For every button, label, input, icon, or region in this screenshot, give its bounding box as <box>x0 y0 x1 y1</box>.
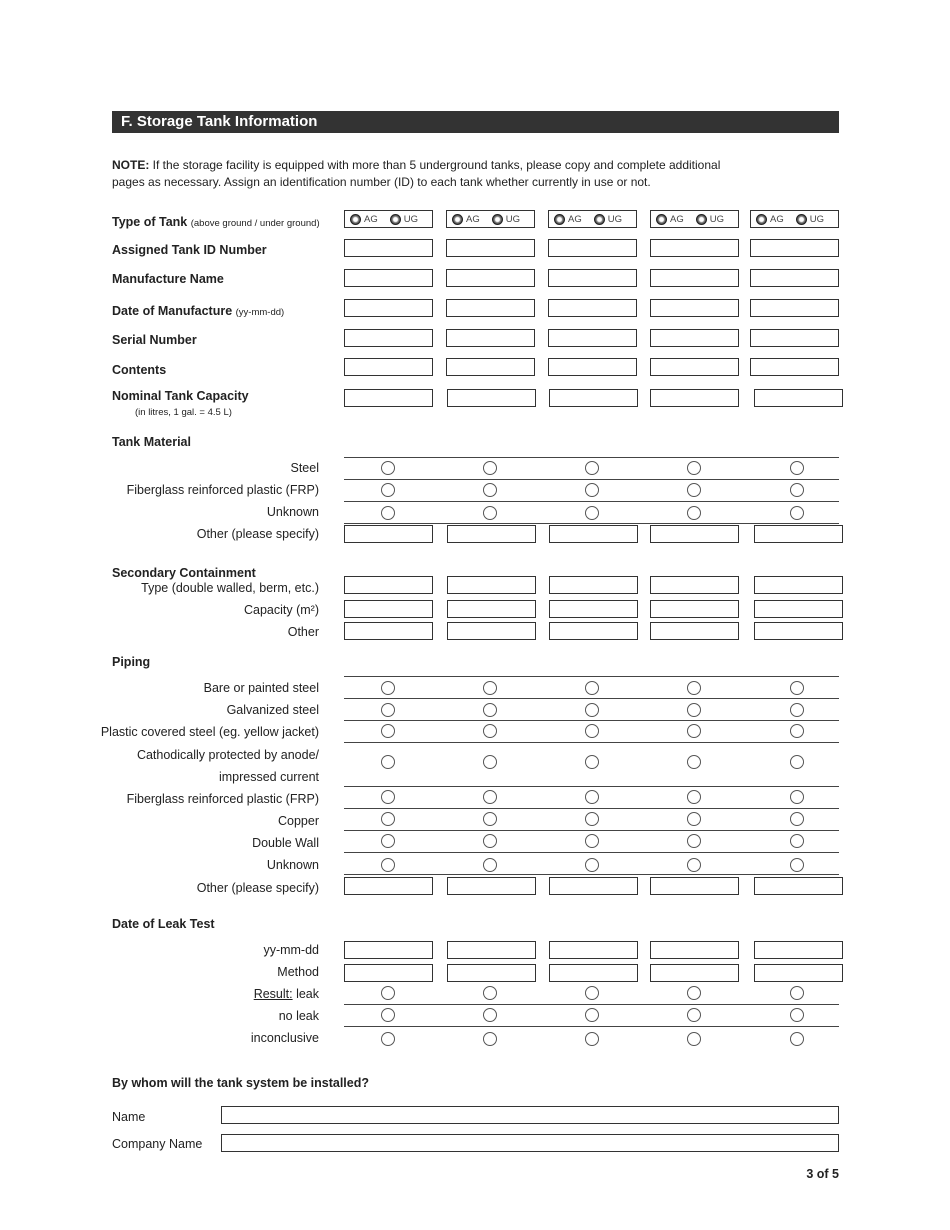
piping-unknown-radio[interactable] <box>687 858 701 872</box>
row-divider <box>344 742 839 743</box>
assigned-id-label: Assigned Tank ID Number <box>112 243 267 257</box>
row-divider <box>344 1004 839 1005</box>
contents-field[interactable] <box>750 358 839 376</box>
ug-label: UG <box>809 213 824 225</box>
piping-other-field[interactable] <box>447 877 536 895</box>
row-divider <box>344 523 839 524</box>
date-of-manufacture-text: Date of Manufacture <box>112 304 233 318</box>
secondary-capacity-field[interactable] <box>344 600 433 618</box>
piping-unknown-radio[interactable] <box>381 858 395 872</box>
result-noleak-radio[interactable] <box>687 1008 701 1022</box>
page-number: 3 of 5 <box>806 1167 839 1181</box>
manufacture-name-field[interactable] <box>750 269 839 287</box>
nominal-capacity-field[interactable] <box>549 389 638 407</box>
ag-radio[interactable] <box>452 214 463 225</box>
result-noleak-radio[interactable] <box>585 1008 599 1022</box>
result-leak-radio[interactable] <box>790 986 804 1000</box>
date-of-manufacture-field[interactable] <box>750 299 839 317</box>
result-leak: leak <box>292 987 319 1001</box>
ag-radio[interactable] <box>656 214 667 225</box>
ag-label: AG <box>364 213 378 225</box>
material-unknown-label: Unknown <box>266 505 319 519</box>
secondary-capacity-field[interactable] <box>754 600 843 618</box>
material-unknown-radio[interactable] <box>687 506 701 520</box>
secondary-other-field[interactable] <box>549 622 638 640</box>
material-other-label: Other (please specify) <box>196 527 319 541</box>
row-divider <box>344 676 839 677</box>
serial-number-field[interactable] <box>446 329 535 347</box>
ug-radio[interactable] <box>594 214 605 225</box>
nominal-capacity-field[interactable] <box>754 389 843 407</box>
secondary-type-field[interactable] <box>549 576 638 594</box>
secondary-type-field[interactable] <box>447 576 536 594</box>
row-divider <box>344 720 839 721</box>
piping-other-field[interactable] <box>754 877 843 895</box>
installer-company-field[interactable] <box>221 1134 839 1152</box>
material-other-field[interactable] <box>754 525 843 543</box>
nominal-capacity-hint: (in litres, 1 gal. = 4.5 L) <box>135 407 232 418</box>
secondary-type-field[interactable] <box>650 576 739 594</box>
ug-radio[interactable] <box>796 214 807 225</box>
tank-id-field[interactable] <box>344 239 433 257</box>
material-frp-radio[interactable] <box>483 483 497 497</box>
row-divider <box>344 830 839 831</box>
result-inconclusive-radio[interactable] <box>483 1032 497 1046</box>
piping-frp-radio[interactable] <box>687 790 701 804</box>
leak-method-field[interactable] <box>754 964 843 982</box>
piping-double-radio[interactable] <box>790 834 804 848</box>
tank-id-field[interactable] <box>750 239 839 257</box>
secondary-other-label: Other <box>287 625 319 639</box>
secondary-other-field[interactable] <box>754 622 843 640</box>
date-of-manufacture-hint: (yy-mm-dd) <box>235 307 285 318</box>
piping-other-field[interactable] <box>344 877 433 895</box>
leak-date-label: yy-mm-dd <box>263 943 319 957</box>
leak-date-field[interactable] <box>754 941 843 959</box>
piping-copper-radio[interactable] <box>687 812 701 826</box>
installer-name-label: Name <box>112 1110 146 1124</box>
secondary-type-field[interactable] <box>344 576 433 594</box>
row-divider <box>344 501 839 502</box>
serial-number-field[interactable] <box>548 329 637 347</box>
piping-unknown-radio[interactable] <box>790 858 804 872</box>
piping-cathodic-radio[interactable] <box>790 755 804 769</box>
piping-copper-radio[interactable] <box>483 812 497 826</box>
material-steel-radio[interactable] <box>687 461 701 475</box>
ug-radio[interactable] <box>696 214 707 225</box>
secondary-heading: Secondary Containment <box>112 566 256 580</box>
piping-bare-radio[interactable] <box>790 681 804 695</box>
material-unknown-radio[interactable] <box>483 506 497 520</box>
piping-copper-radio[interactable] <box>585 812 599 826</box>
serial-number-field[interactable] <box>750 329 839 347</box>
piping-double-radio[interactable] <box>585 834 599 848</box>
ag-label: AG <box>466 213 480 225</box>
result-leak-radio[interactable] <box>687 986 701 1000</box>
leak-method-field[interactable] <box>344 964 433 982</box>
note-line2: pages as necessary. Assign an identification number (ID) to each tank whether currently in use or not. <box>112 175 651 189</box>
material-frp-radio[interactable] <box>381 483 395 497</box>
contents-field[interactable] <box>548 358 637 376</box>
material-steel-radio[interactable] <box>790 461 804 475</box>
piping-bare-radio[interactable] <box>381 681 395 695</box>
piping-unknown-radio[interactable] <box>585 858 599 872</box>
piping-cathodic-radio[interactable] <box>687 755 701 769</box>
piping-frp-radio[interactable] <box>790 790 804 804</box>
result-inconclusive-radio[interactable] <box>381 1032 395 1046</box>
leak-date-field[interactable] <box>650 941 739 959</box>
leak-method-field[interactable] <box>650 964 739 982</box>
piping-double-radio[interactable] <box>381 834 395 848</box>
ag-label: AG <box>770 213 784 225</box>
leak-date-field[interactable] <box>344 941 433 959</box>
result-leak-radio[interactable] <box>381 986 395 1000</box>
date-of-manufacture-field[interactable] <box>650 299 739 317</box>
material-steel-radio[interactable] <box>585 461 599 475</box>
piping-galv-label: Galvanized steel <box>226 703 319 717</box>
leak-test-heading: Date of Leak Test <box>112 917 215 931</box>
piping-other-field[interactable] <box>549 877 638 895</box>
piping-double-label: Double Wall <box>252 836 319 850</box>
piping-frp-radio[interactable] <box>381 790 395 804</box>
leak-date-field[interactable] <box>447 941 536 959</box>
secondary-capacity-field[interactable] <box>447 600 536 618</box>
piping-frp-radio[interactable] <box>585 790 599 804</box>
manufacture-name-field[interactable] <box>446 269 535 287</box>
material-other-field[interactable] <box>447 525 536 543</box>
piping-galv-radio[interactable] <box>687 703 701 717</box>
result-inconclusive-radio[interactable] <box>790 1032 804 1046</box>
tank-type-selector[interactable] <box>446 210 535 228</box>
result-inconclusive-radio[interactable] <box>585 1032 599 1046</box>
ug-label: UG <box>607 213 622 225</box>
secondary-other-field[interactable] <box>650 622 739 640</box>
ug-radio[interactable] <box>390 214 401 225</box>
nominal-capacity-field[interactable] <box>447 389 536 407</box>
material-steel-radio[interactable] <box>483 461 497 475</box>
material-other-field[interactable] <box>344 525 433 543</box>
piping-plastic-label: Plastic covered steel (eg. yellow jacket) <box>100 725 319 739</box>
serial-number-field[interactable] <box>344 329 433 347</box>
material-frp-label: Fiberglass reinforced plastic (FRP) <box>126 483 319 497</box>
piping-unknown-label: Unknown <box>266 858 319 872</box>
manufacture-name-label: Manufacture Name <box>112 272 224 286</box>
date-of-manufacture-field[interactable] <box>446 299 535 317</box>
piping-galv-radio[interactable] <box>585 703 599 717</box>
secondary-other-field[interactable] <box>447 622 536 640</box>
piping-plastic-radio[interactable] <box>381 724 395 738</box>
leak-date-field[interactable] <box>549 941 638 959</box>
material-steel-label: Steel <box>290 461 319 475</box>
leak-noleak-label: no leak <box>278 1009 319 1023</box>
piping-bare-radio[interactable] <box>483 681 497 695</box>
ug-label: UG <box>403 213 418 225</box>
piping-frp-radio[interactable] <box>483 790 497 804</box>
nominal-capacity-field[interactable] <box>344 389 433 407</box>
secondary-type-label: Type (double walled, berm, etc.) <box>141 581 319 595</box>
date-of-manufacture-field[interactable] <box>344 299 433 317</box>
row-divider <box>344 479 839 480</box>
note-text <box>112 157 812 191</box>
material-other-field[interactable] <box>650 525 739 543</box>
type-of-tank-hint: (above ground / under ground) <box>190 218 320 229</box>
material-frp-radio[interactable] <box>687 483 701 497</box>
result-noleak-radio[interactable] <box>483 1008 497 1022</box>
piping-copper-radio[interactable] <box>381 812 395 826</box>
piping-copper-label: Copper <box>278 814 319 828</box>
contents-field[interactable] <box>344 358 433 376</box>
result-leak-radio[interactable] <box>585 986 599 1000</box>
serial-number-field[interactable] <box>650 329 739 347</box>
row-divider <box>344 786 839 787</box>
type-of-tank-label <box>112 214 320 232</box>
piping-galv-radio[interactable] <box>483 703 497 717</box>
row-divider <box>344 808 839 809</box>
piping-cathodic-radio[interactable] <box>483 755 497 769</box>
leak-method-field[interactable] <box>447 964 536 982</box>
installer-question: By whom will the tank system be installed? <box>112 1076 370 1090</box>
piping-other-label: Other (please specify) <box>196 881 319 895</box>
row-divider <box>344 1026 839 1027</box>
tank-material-heading: Tank Material <box>112 435 191 449</box>
piping-bare-label: Bare or painted steel <box>203 681 319 695</box>
leak-inconclusive-label: inconclusive <box>250 1031 319 1045</box>
secondary-capacity-field[interactable] <box>549 600 638 618</box>
piping-galv-radio[interactable] <box>790 703 804 717</box>
manufacture-name-field[interactable] <box>650 269 739 287</box>
contents-field[interactable] <box>446 358 535 376</box>
piping-bare-radio[interactable] <box>585 681 599 695</box>
ug-label: UG <box>709 213 724 225</box>
piping-cathodic-radio[interactable] <box>381 755 395 769</box>
result-noleak-radio[interactable] <box>790 1008 804 1022</box>
row-divider <box>344 457 839 458</box>
row-divider <box>344 852 839 853</box>
material-frp-radio[interactable] <box>585 483 599 497</box>
piping-other-field[interactable] <box>650 877 739 895</box>
ag-radio[interactable] <box>554 214 565 225</box>
piping-galv-radio[interactable] <box>381 703 395 717</box>
piping-copper-radio[interactable] <box>790 812 804 826</box>
result-prefix: Result: <box>253 987 293 1001</box>
manufacture-name-field[interactable] <box>344 269 433 287</box>
secondary-type-field[interactable] <box>754 576 843 594</box>
type-of-tank-text: Type of Tank <box>112 215 188 229</box>
secondary-capacity-label: Capacity (m²) <box>243 603 319 617</box>
material-steel-radio[interactable] <box>381 461 395 475</box>
tank-id-field[interactable] <box>650 239 739 257</box>
row-divider <box>344 698 839 699</box>
piping-plastic-radio[interactable] <box>687 724 701 738</box>
result-noleak-radio[interactable] <box>381 1008 395 1022</box>
section-title: F. Storage Tank Information <box>112 111 839 133</box>
nominal-capacity-label: Nominal Tank Capacity <box>112 389 249 403</box>
row-divider <box>344 874 839 875</box>
secondary-capacity-field[interactable] <box>650 600 739 618</box>
result-inconclusive-radio[interactable] <box>687 1032 701 1046</box>
result-leak-radio[interactable] <box>483 986 497 1000</box>
contents-field[interactable] <box>650 358 739 376</box>
secondary-other-field[interactable] <box>344 622 433 640</box>
piping-cathodic-label-1: Cathodically protected by anode/ <box>136 748 319 762</box>
piping-plastic-radio[interactable] <box>483 724 497 738</box>
serial-number-label: Serial Number <box>112 333 197 347</box>
contents-label: Contents <box>112 363 167 377</box>
installer-company-label: Company Name <box>112 1137 203 1151</box>
piping-heading: Piping <box>112 655 151 669</box>
material-other-field[interactable] <box>549 525 638 543</box>
date-of-manufacture-field[interactable] <box>548 299 637 317</box>
piping-double-radio[interactable] <box>483 834 497 848</box>
leak-method-label: Method <box>277 965 319 979</box>
ag-label: AG <box>670 213 684 225</box>
piping-double-radio[interactable] <box>687 834 701 848</box>
piping-cathodic-label-2: impressed current <box>218 770 319 784</box>
material-frp-radio[interactable] <box>790 483 804 497</box>
date-of-manufacture-label <box>112 303 284 321</box>
note-prefix: NOTE: <box>112 158 150 172</box>
ag-radio[interactable] <box>350 214 361 225</box>
tank-type-selector[interactable] <box>750 210 839 228</box>
piping-frp-label: Fiberglass reinforced plastic (FRP) <box>126 792 319 806</box>
piping-cathodic-radio[interactable] <box>585 755 599 769</box>
ag-radio[interactable] <box>756 214 767 225</box>
ag-label: AG <box>568 213 582 225</box>
piping-bare-radio[interactable] <box>687 681 701 695</box>
material-unknown-radio[interactable] <box>790 506 804 520</box>
note-line1: If the storage facility is equipped with more than 5 underground tanks, please copy and complete additional <box>149 158 721 172</box>
tank-id-field[interactable] <box>446 239 535 257</box>
ug-label: UG <box>505 213 520 225</box>
leak-result-label <box>254 986 319 1002</box>
ug-radio[interactable] <box>492 214 503 225</box>
material-unknown-radio[interactable] <box>585 506 599 520</box>
tank-id-field[interactable] <box>548 239 637 257</box>
material-unknown-radio[interactable] <box>381 506 395 520</box>
manufacture-name-field[interactable] <box>548 269 637 287</box>
installer-name-field[interactable] <box>221 1106 839 1124</box>
nominal-capacity-field[interactable] <box>650 389 739 407</box>
tank-type-selector[interactable] <box>344 210 433 228</box>
piping-plastic-radio[interactable] <box>790 724 804 738</box>
leak-method-field[interactable] <box>549 964 638 982</box>
piping-unknown-radio[interactable] <box>483 858 497 872</box>
tank-type-selector[interactable] <box>650 210 739 228</box>
piping-plastic-radio[interactable] <box>585 724 599 738</box>
tank-type-selector[interactable] <box>548 210 637 228</box>
